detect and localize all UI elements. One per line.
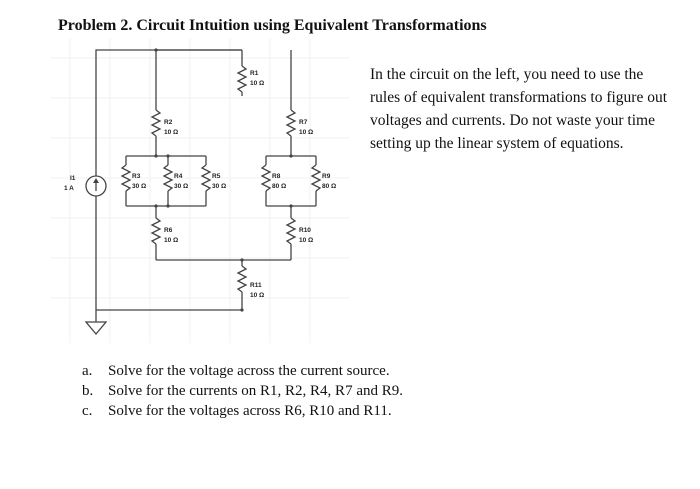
resistor-r8 [262, 165, 286, 197]
question-letter: b. [82, 383, 94, 399]
r11-value: 10 Ω [250, 292, 265, 299]
r8-value: 80 Ω [272, 183, 287, 190]
r5-name: R5 [212, 173, 221, 180]
question-c [82, 401, 403, 421]
resistor-r9 [312, 165, 336, 197]
r10-value: 10 Ω [299, 237, 314, 244]
source-name: I1 [70, 175, 76, 182]
question-text: Solve for the currents on R1, R2, R4, R7 and R9. [108, 383, 403, 399]
problem-description: In the circuit on the left, you need to use the rules of equivalent transformations to figure out voltages and currents. Do not waste your time setting up the linear system of equations. [370, 66, 668, 152]
r1-name: R1 [250, 70, 259, 77]
r11-name: R11 [250, 282, 262, 289]
resistor-r4 [164, 165, 188, 197]
r1-value: 10 Ω [250, 80, 265, 87]
resistor-r11 [238, 266, 264, 299]
r5-value: 30 Ω [212, 183, 227, 190]
r2-value: 10 Ω [164, 129, 179, 136]
r7-value: 10 Ω [299, 129, 314, 136]
ground-icon [86, 310, 106, 334]
resistor-r6 [152, 218, 178, 250]
r4-value: 30 Ω [174, 183, 189, 190]
r4-name: R4 [174, 173, 183, 180]
question-letter: c. [82, 403, 93, 419]
question-text: Solve for the voltages across R6, R10 and R11. [108, 403, 392, 419]
r6-value: 10 Ω [164, 237, 179, 244]
r8-name: R8 [272, 173, 281, 180]
r9-value: 80 Ω [322, 183, 337, 190]
question-text: Solve for the voltage across the current source. [108, 363, 390, 379]
resistor-r10 [287, 218, 313, 250]
r7-name: R7 [299, 119, 308, 126]
question-list [82, 361, 403, 421]
resistor-r7 [287, 110, 313, 142]
r3-value: 30 Ω [132, 183, 147, 190]
source-value: 1 A [64, 185, 74, 192]
junction-dots [154, 48, 292, 311]
circuit-diagram [50, 38, 350, 343]
resistor-r1 [238, 62, 264, 96]
question-a [82, 361, 403, 381]
r3-name: R3 [132, 173, 141, 180]
question-letter: a. [82, 363, 93, 379]
r6-name: R6 [164, 227, 173, 234]
r10-name: R10 [299, 227, 311, 234]
problem-title: Problem 2. Circuit Intuition using Equivalent Transformations [58, 17, 487, 34]
resistor-r2 [152, 110, 178, 142]
resistor-r5 [202, 165, 226, 197]
r2-name: R2 [164, 119, 173, 126]
resistor-r3 [122, 165, 146, 197]
r9-name: R9 [322, 173, 331, 180]
question-b [82, 381, 403, 401]
